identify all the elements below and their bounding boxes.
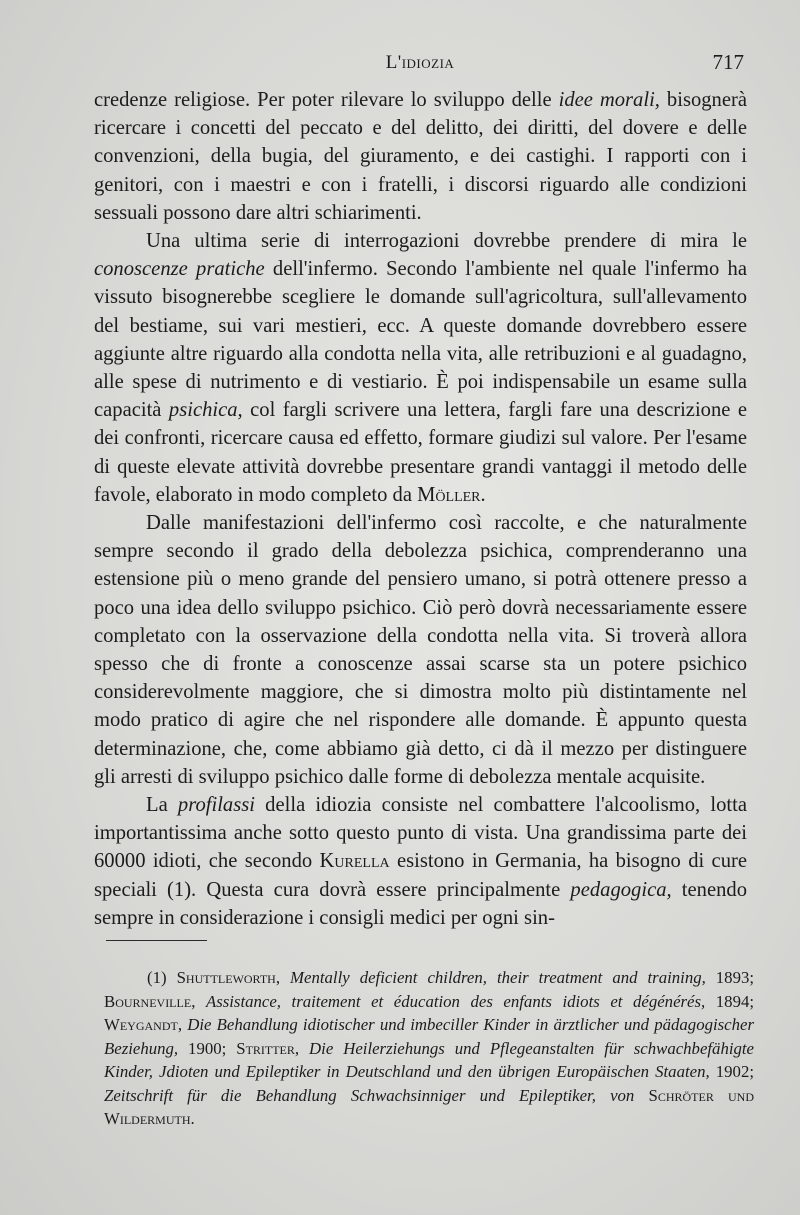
separator: . [190,1109,195,1128]
footnote-year: 1902; [709,1062,754,1081]
separator: , [191,991,206,1011]
running-title: L'idiozia [385,52,455,73]
text-span: della idiozia consiste nel combattere l'alcoolismo, lotta importantissima anche sotto questo punto di vista. Una grandissima parte dei 60000 idioti, che secondo [94,794,747,873]
text-span: credenze religiose. Per poter rilevare lo sviluppo delle [94,89,559,111]
italic-term: pedagogica, [570,878,672,901]
separator: , [275,968,291,987]
paragraph-1 [94,86,747,227]
footnote-marker: (1) [147,968,177,987]
text-span: bisognerà ricercare i concetti del peccato e del delitto, dei diritti, del dovere e delle convenzioni, della bugia, del giuramento, e dei castighi. I rapporti con i genitori, con i maestri e con i fratelli, i discorsi riguardo alle condizioni sessuali possono dare altri schiarimenti. [94,89,747,224]
footnote-author: Stritter [236,1038,295,1058]
page-number: 717 [712,50,744,74]
footnotes [104,966,754,1131]
body-text [94,86,747,932]
footnote-work: Die Heilerziehungs und Pflegeanstalten für schwachbefähigte Kinder, Jdioten und Epileptiker in Deutschland und den übrigen Europäischen Staaten, [104,1038,754,1081]
footnote-author: Bourneville [104,991,192,1011]
footnote-work: Die Behandlung idiotischer und imbeciller Kinder in ärztlicher und pädagogischer Beziehung, [104,1015,754,1058]
text-span: col fargli scrivere una lettera, fargli fare una descrizione e dei confronti, ricercare causa ed effetto, formare giudizi sul valore. Per l'esame di queste elevate attività dovrebbe presentare grandi vantaggi il metodo delle favole, elaborato in modo completo da [94,399,747,506]
italic-term: conoscenze pratiche [94,258,265,281]
footnote-divider [106,940,207,941]
italic-term: profilassi [177,794,255,817]
paragraph-3: Dalle manifestazioni dell'infermo così raccolte, e che naturalmente sempre secondo il grado della debolezza psichica, comprenderanno una estensione più o meno grande del pensiero umano, si potrà ottenere presso a poco una idea dello sviluppo psichico. Ciò però dovrà necessariamente essere completato con la osservazione della condotta nella vita. Si troverà allora spesso che di fronte a conoscenze assai scarse sta un potere psichico considerevolmente maggiore, che si dimostra molto più distintamente nel modo pratico di agire che nel rispondere alle domande. È appunto questa determinazione, che, come abbiamo già detto, ci dà il mezzo per distinguere gli arresti di sviluppo psichico dalle forme di debolezza mentale acquisite. [94,512,747,788]
italic-term: idee morali, [558,89,660,111]
author-name: Möller [417,483,481,506]
footnote-year: 1894; [705,991,755,1011]
footnote-work: Assistance, traitement et éducation des enfants idiots et dégénérés, [205,991,706,1011]
text-span: La [146,794,178,817]
footnote-author: Shuttleworth [176,968,276,987]
text-span: dell'infermo. Secondo l'ambiente nel quale l'infermo ha vissuto bisognerebbe scegliere le domande sull'agricoltura, sull'allevamento del bestiame, sui vari mestieri, ecc. A queste domande dovrebbero essere aggiunte altre riguardo alla condotta nella vita, alle retribuzioni e al guadagno, alle spese di nutrimento e di vestiario. È poi indispensabile un esame sulla capacità [94,258,747,422]
footnote-author: Weygandt [104,1015,178,1034]
author-name: Kurella [319,850,390,873]
italic-term: psichica, [168,399,243,422]
footnote-year: 1893; [705,968,755,987]
text-span: esistono in Germania, ha bisogno di cure speciali (1). Questa cura dovrà essere principalmente [94,850,747,901]
footnote-work: Mentally deficient children, their treatment and training, [290,968,706,987]
footnote-1 [104,966,754,1131]
running-head [94,50,746,76]
text-span: tenendo sempre in considerazione i consigli medici per ogni sin- [94,878,747,929]
text-span: . [480,483,486,506]
footnote-author: Schröter und Wildermuth [104,1085,754,1128]
footnote-year: 1900; [178,1038,237,1058]
paragraph-4 [94,791,747,932]
separator: , [177,1015,188,1034]
separator: , [294,1038,310,1058]
text-span: Una ultima serie di interrogazioni dovrebbe prendere di mira le [146,230,747,253]
paragraph-2 [94,227,747,509]
separator [634,1086,648,1105]
footnote-work: Zeitschrift für die Behandlung Schwachsinniger und Epileptiker, von [104,1085,635,1105]
